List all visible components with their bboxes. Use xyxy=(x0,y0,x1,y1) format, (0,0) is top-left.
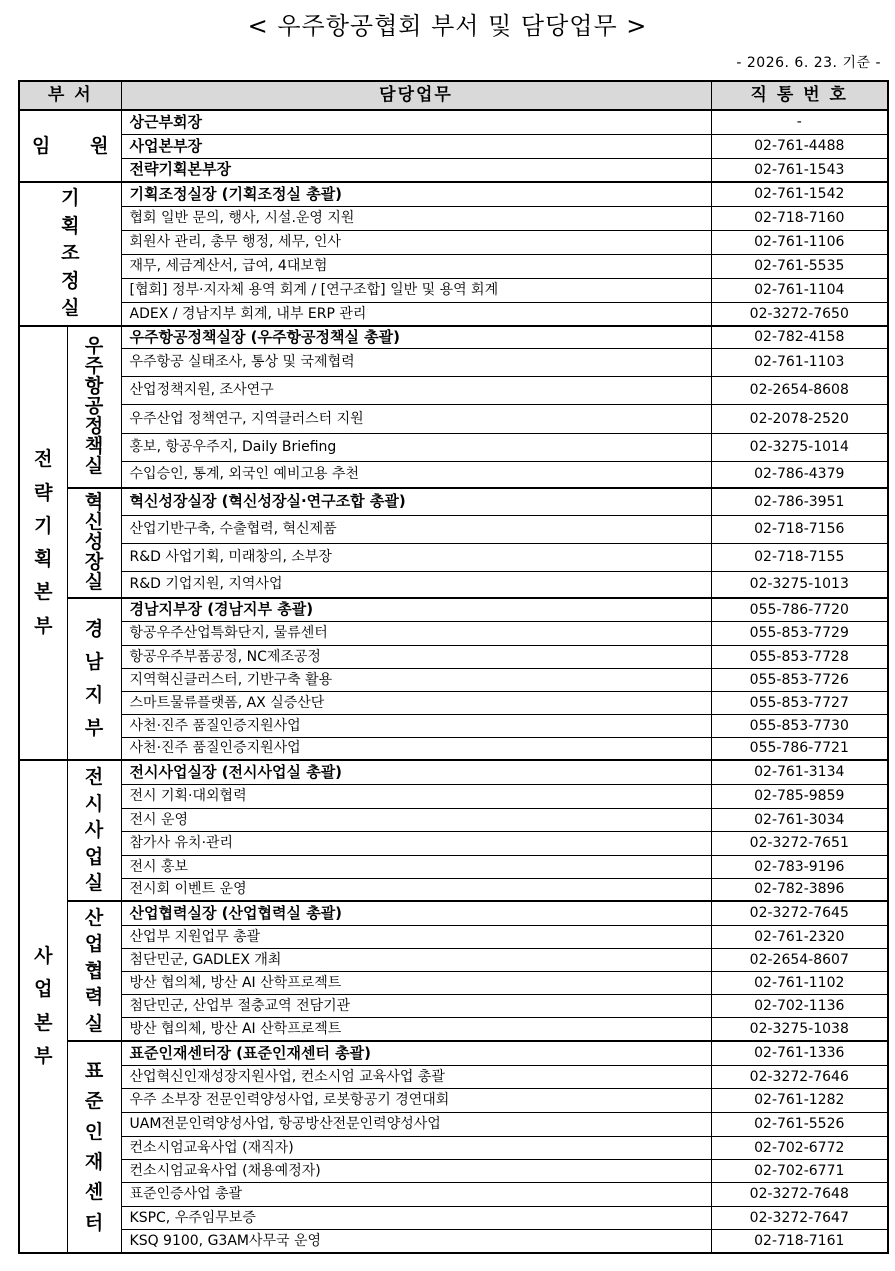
table-row xyxy=(19,348,888,376)
header-phone: 직 통 번 호 xyxy=(711,81,888,110)
phone-cell: 02-782-3896 xyxy=(711,878,888,901)
duty-cell: 혁신성장실장 (혁신성장실·연구조합 총괄) xyxy=(121,488,711,515)
duty-cell: KSPC, 우주임무보증 xyxy=(121,1206,711,1229)
dept-label-char: 신 xyxy=(84,511,104,534)
phone-cell: 02-761-5526 xyxy=(711,1112,888,1136)
dept-label-char: 남 xyxy=(84,650,104,673)
table-row xyxy=(19,831,888,855)
dept-label-char: 지 xyxy=(84,684,104,706)
dept-label-char: 본 xyxy=(34,1011,53,1034)
duty-cell: 컨소시엄교육사업 (채용예정자) xyxy=(121,1159,711,1182)
phone-cell: 02-761-3034 xyxy=(711,808,888,831)
dept-label-char: 실 xyxy=(61,297,80,320)
phone-cell: 055-786-7721 xyxy=(711,737,888,760)
dept-label-char: 전 xyxy=(84,766,104,789)
duty-cell: 재무, 세금계산서, 급여, 4대보험 xyxy=(121,254,711,278)
phone-cell: 02-761-4488 xyxy=(711,134,888,158)
table-row xyxy=(19,230,888,254)
table-row xyxy=(19,994,888,1017)
duty-cell: 산업기반구축, 수출협력, 혁신제품 xyxy=(121,515,711,543)
table-row xyxy=(19,1041,888,1065)
duty-cell: 참가사 유치·관리 xyxy=(121,831,711,855)
phone-cell: 02-783-9196 xyxy=(711,855,888,878)
phone-cell: 02-761-1543 xyxy=(711,158,888,182)
phone-cell: 02-761-1282 xyxy=(711,1088,888,1112)
table-row xyxy=(19,1065,888,1088)
dept-label-char: 책 xyxy=(84,434,104,457)
duty-cell: UAM전문인력양성사업, 항공방산전문인력양성사업 xyxy=(121,1112,711,1136)
duty-cell: 전시 운영 xyxy=(121,808,711,831)
table-row xyxy=(19,691,888,714)
table-row xyxy=(19,901,888,925)
duty-cell: R&D 사업기획, 미래창의, 소부장 xyxy=(121,543,711,571)
table-row xyxy=(19,948,888,971)
duty-cell: 협회 일반 문의, 행사, 시설.운영 지원 xyxy=(121,206,711,230)
dept-label-char: 실 xyxy=(84,872,104,895)
table-row xyxy=(19,1182,888,1206)
dept-label-char: 기 xyxy=(34,514,53,537)
duty-cell: 기획조정실장 (기획조정실 총괄) xyxy=(121,182,711,206)
duty-cell: 스마트물류플랫폼, AX 실증산단 xyxy=(121,691,711,714)
table-row xyxy=(19,878,888,901)
team-policy xyxy=(67,326,121,488)
dept-label-char: 업 xyxy=(84,845,104,868)
phone-cell: 02-3275-1038 xyxy=(711,1017,888,1041)
phone-cell: 02-3272-7645 xyxy=(711,901,888,925)
table-row xyxy=(19,1017,888,1041)
dept-label-char: 경 xyxy=(84,617,104,640)
duty-cell: 첨단민군, 산업부 절충교역 전담기관 xyxy=(121,994,711,1017)
table-row xyxy=(19,515,888,543)
dept-label-char: 사 xyxy=(34,945,53,967)
phone-cell: 02-3272-7651 xyxy=(711,831,888,855)
duty-cell: 회원사 관리, 총무 행정, 세무, 인사 xyxy=(121,230,711,254)
dept-label-char: 터 xyxy=(84,1211,104,1234)
table-row xyxy=(19,404,888,433)
table-row xyxy=(19,1206,888,1229)
duty-cell: 우주 소부장 전문인력양성사업, 로봇항공기 경연대회 xyxy=(121,1088,711,1112)
duty-cell: 상근부회장 xyxy=(121,110,711,134)
dept-label-char: 획 xyxy=(61,214,80,237)
dept-label-char: 공 xyxy=(84,395,104,418)
dept-label-char: 략 xyxy=(34,481,53,504)
table-row xyxy=(19,110,888,134)
dept-label-char: 정 xyxy=(61,269,80,292)
duty-cell: 방산 협의체, 방산 AI 산학프로젝트 xyxy=(121,1017,711,1041)
table-row xyxy=(19,543,888,571)
duty-cell: 사업본부장 xyxy=(121,134,711,158)
table-row xyxy=(19,784,888,808)
phone-cell: 02-702-1136 xyxy=(711,994,888,1017)
table-row xyxy=(19,621,888,645)
phone-cell: 02-2654-8608 xyxy=(711,376,888,404)
dept-label-char: 업 xyxy=(34,978,53,1001)
table-row xyxy=(19,461,888,488)
dept-label-char: 부 xyxy=(34,1044,53,1067)
dept-label-char: 업 xyxy=(84,933,104,956)
table-row xyxy=(19,278,888,302)
dept-label-char: 력 xyxy=(84,986,104,1009)
dept-label-char: 성 xyxy=(84,531,104,554)
phone-cell: 02-761-1104 xyxy=(711,278,888,302)
team-gyeongnam xyxy=(67,598,121,760)
table-row xyxy=(19,326,888,348)
table-row xyxy=(19,645,888,668)
reference-date: - 2026. 6. 23. 기준 - xyxy=(736,55,881,71)
dept-label-char: 인 xyxy=(84,1120,104,1143)
dept-label-char: 부 xyxy=(84,717,104,740)
phone-cell: 02-785-9859 xyxy=(711,784,888,808)
phone-cell: 02-718-7160 xyxy=(711,206,888,230)
phone-cell: 02-718-7161 xyxy=(711,1229,888,1253)
table-row xyxy=(19,598,888,621)
table-row xyxy=(19,714,888,737)
table-row xyxy=(19,925,888,948)
table-row xyxy=(19,302,888,326)
phone-cell: 055-853-7727 xyxy=(711,691,888,714)
table-row xyxy=(19,158,888,182)
dept-exec: 임 원 xyxy=(19,110,121,182)
dept-label-char: 조 xyxy=(61,242,80,265)
phone-cell: 02-786-3951 xyxy=(711,488,888,515)
table-body xyxy=(19,110,888,1253)
duty-cell: 경남지부장 (경남지부 총괄) xyxy=(121,598,711,621)
table-row xyxy=(19,1229,888,1253)
dept-business xyxy=(19,760,67,1253)
duty-cell: 수입승인, 통계, 외국인 예비고용 추천 xyxy=(121,461,711,488)
dept-label-char: 장 xyxy=(84,550,104,573)
dept-label-char: 본 xyxy=(34,581,53,604)
phone-cell: 02-3272-7647 xyxy=(711,1206,888,1229)
duty-cell: 사천·진주 품질인증지원사업 xyxy=(121,737,711,760)
duty-cell: ADEX / 경남지부 회계, 내부 ERP 관리 xyxy=(121,302,711,326)
phone-cell: 055-853-7728 xyxy=(711,645,888,668)
phone-cell: 055-786-7720 xyxy=(711,598,888,621)
phone-cell: 02-761-1103 xyxy=(711,348,888,376)
dept-label-char: 재 xyxy=(84,1151,104,1173)
dept-label-char: 혁 xyxy=(84,491,104,514)
duty-cell: 전시사업실장 (전시사업실 총괄) xyxy=(121,760,711,784)
duty-cell: 항공우주산업특화단지, 물류센터 xyxy=(121,621,711,645)
duty-cell: 우주항공정책실장 (우주항공정책실 총괄) xyxy=(121,326,711,348)
table-row xyxy=(19,182,888,206)
phone-cell: 02-782-4158 xyxy=(711,326,888,348)
phone-cell: 02-3272-7650 xyxy=(711,302,888,326)
duty-cell: 첨단민군, GADLEX 개최 xyxy=(121,948,711,971)
table-row xyxy=(19,1159,888,1182)
duty-cell: 홍보, 항공우주지, Daily Briefing xyxy=(121,433,711,461)
team-talent xyxy=(67,1041,121,1253)
duty-cell: 사천·진주 품질인증지원사업 xyxy=(121,714,711,737)
dept-label-char: 시 xyxy=(84,792,104,815)
phone-cell: 02-3272-7646 xyxy=(711,1065,888,1088)
team-innovation xyxy=(67,488,121,598)
duty-cell: 전략기획본부장 xyxy=(121,158,711,182)
table-row xyxy=(19,808,888,831)
phone-cell: 055-853-7730 xyxy=(711,714,888,737)
dept-label-char: 실 xyxy=(84,454,104,477)
phone-cell: 02-702-6771 xyxy=(711,1159,888,1182)
duty-cell: 우주항공 실태조사, 통상 및 국제협력 xyxy=(121,348,711,376)
duty-cell: 표준인증사업 총괄 xyxy=(121,1182,711,1206)
table-row xyxy=(19,571,888,598)
table-row xyxy=(19,254,888,278)
phone-cell: 02-761-1542 xyxy=(711,182,888,206)
table-row xyxy=(19,206,888,230)
table-row xyxy=(19,134,888,158)
table-row xyxy=(19,668,888,691)
phone-cell: 02-718-7155 xyxy=(711,543,888,571)
phone-cell: 055-853-7729 xyxy=(711,621,888,645)
table-row xyxy=(19,971,888,994)
dept-label-char: 정 xyxy=(84,414,104,437)
duty-cell: [협회] 정부·지자체 용역 회계 / [연구조합] 일반 및 용역 회계 xyxy=(121,278,711,302)
duty-cell: 산업부 지원업무 총괄 xyxy=(121,925,711,948)
phone-cell: 02-761-1102 xyxy=(711,971,888,994)
dept-label-char: 산 xyxy=(84,906,104,929)
table-row xyxy=(19,376,888,404)
dept-label-char: 전 xyxy=(34,448,53,471)
table-row xyxy=(19,1112,888,1136)
phone-cell: 02-761-3134 xyxy=(711,760,888,784)
table-row xyxy=(19,1088,888,1112)
dept-planning xyxy=(19,182,121,326)
dept-label-char: 표 xyxy=(84,1059,104,1082)
table-row xyxy=(19,737,888,760)
dept-label-char: 실 xyxy=(84,1012,104,1035)
phone-cell: 02-761-2320 xyxy=(711,925,888,948)
dept-label-char: 실 xyxy=(84,570,104,593)
phone-cell: 02-2078-2520 xyxy=(711,404,888,433)
duty-cell: 방산 협의체, 방산 AI 산학프로젝트 xyxy=(121,971,711,994)
duty-cell: 표준인재센터장 (표준인재센터 총괄) xyxy=(121,1041,711,1065)
phone-cell: 02-718-7156 xyxy=(711,515,888,543)
duty-cell: KSQ 9100, G3AM사무국 운영 xyxy=(121,1229,711,1253)
header-dept: 부 서 xyxy=(19,81,121,110)
duty-cell: 항공우주부품공정, NC제조공정 xyxy=(121,645,711,668)
page-title: < 우주항공협회 부서 및 담당업무 > xyxy=(247,12,648,40)
dept-label-char: 준 xyxy=(84,1090,104,1113)
phone-cell: 02-761-1336 xyxy=(711,1041,888,1065)
table-row xyxy=(19,1136,888,1159)
dept-label-char: 항 xyxy=(84,375,104,398)
table-row xyxy=(19,855,888,878)
duty-cell: 우주산업 정책연구, 지역클러스터 지원 xyxy=(121,404,711,433)
team-exhibition xyxy=(67,760,121,901)
table-row xyxy=(19,433,888,461)
phone-cell: 02-702-6772 xyxy=(711,1136,888,1159)
dept-label-char: 부 xyxy=(34,614,53,637)
table-row xyxy=(19,488,888,515)
header-duty: 담당업무 xyxy=(121,81,711,110)
phone-cell: 02-2654-8607 xyxy=(711,948,888,971)
phone-cell: 02-786-4379 xyxy=(711,461,888,488)
phone-cell: 02-761-1106 xyxy=(711,230,888,254)
duty-cell: 전시 기획·대외협력 xyxy=(121,784,711,808)
dept-label-char: 주 xyxy=(84,355,104,378)
duty-cell: 컨소시엄교육사업 (재직자) xyxy=(121,1136,711,1159)
duty-cell: 지역혁신클러스터, 기반구축 활용 xyxy=(121,668,711,691)
dept-label-char: 사 xyxy=(84,819,104,842)
duty-cell: 전시 홍보 xyxy=(121,855,711,878)
phone-cell: 02-761-5535 xyxy=(711,254,888,278)
phone-cell: 02-3272-7648 xyxy=(711,1182,888,1206)
phone-cell: 02-3275-1014 xyxy=(711,433,888,461)
table-row xyxy=(19,760,888,784)
team-cooperation xyxy=(67,901,121,1041)
duty-cell: 산업혁신인재성장지원사업, 컨소시엄 교육사업 총괄 xyxy=(121,1065,711,1088)
dept-strategy xyxy=(19,326,67,760)
duty-cell: R&D 기업지원, 지역사업 xyxy=(121,571,711,598)
dept-label-char: 획 xyxy=(34,548,53,570)
dept-label-char: 기 xyxy=(61,187,80,210)
duty-cell: 산업정책지원, 조사연구 xyxy=(121,376,711,404)
phone-cell: 02-3275-1013 xyxy=(711,571,888,598)
duty-cell: 산업협력실장 (산업협력실 총괄) xyxy=(121,901,711,925)
dept-label-char: 협 xyxy=(84,959,104,982)
dept-label-char: 우 xyxy=(84,335,104,358)
phone-cell: - xyxy=(711,110,888,134)
phone-cell: 055-853-7726 xyxy=(711,668,888,691)
department-table xyxy=(18,80,889,1254)
dept-label-char: 센 xyxy=(84,1181,104,1204)
duty-cell: 전시회 이벤트 운영 xyxy=(121,878,711,901)
table-header-row xyxy=(19,81,888,110)
